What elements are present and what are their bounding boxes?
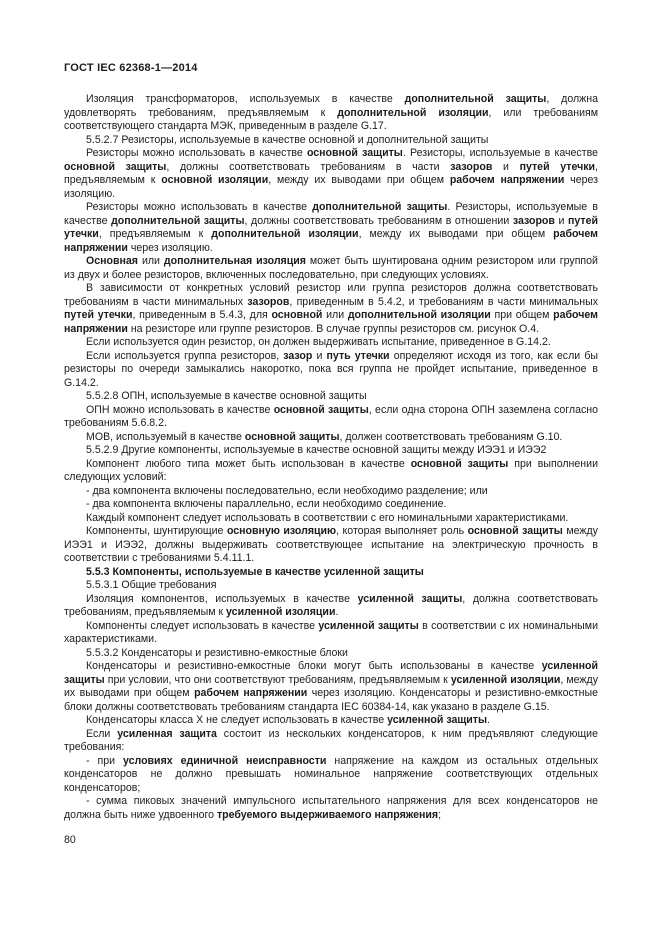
text-run: Если используется группа резисторов, <box>86 349 284 362</box>
paragraph <box>64 620 598 647</box>
bold-text-run: рабочем напряжении <box>64 309 598 335</box>
bold-text-run: дополнительной изоляции <box>347 309 491 321</box>
paragraph <box>64 525 598 566</box>
text-run: - два компонента включены последовательно, если необходимо разделение; или <box>86 484 488 497</box>
bold-text-run: дополнительной защиты <box>111 214 245 227</box>
bold-text-run: усиленной защиты <box>318 619 419 632</box>
text-run: Резисторы можно использовать в качестве <box>86 201 313 213</box>
text-run: и <box>492 160 520 173</box>
text-run: - при <box>86 754 123 767</box>
text-run: Каждый компонент следует использовать в соответствии с его номинальными характеристиками. <box>86 511 569 524</box>
text-run: , приведенным в 5.4.2, и требованиям в части минимальных <box>289 295 598 308</box>
paragraph <box>64 444 598 458</box>
text-run: Компоненты, шунтирующие <box>86 525 227 537</box>
paragraph <box>64 350 598 391</box>
text-run: на резисторе или группе резисторов. В случае группы резисторов см. рисунок О.4. <box>127 322 540 335</box>
bold-text-run: зазор <box>283 349 313 362</box>
paragraph <box>64 485 598 499</box>
paragraph <box>64 93 598 134</box>
bold-text-run: 5.5.3 Компоненты, используемые в качестве усиленной защиты <box>86 565 424 578</box>
text-run: и <box>554 214 568 227</box>
bold-text-run: Основная <box>86 255 138 267</box>
text-run: , должна соответствовать требованиям, предъявляемым к <box>64 592 599 618</box>
bold-text-run: путь утечки <box>326 349 390 362</box>
bold-text-run: основной защиты <box>467 525 563 537</box>
paragraph <box>64 201 598 255</box>
text-run: определяют исходя из того, как если бы резисторы по очереди замыкались накоротко, пока вся группа не пройдет испытание, приведенное в G.14.2. <box>64 349 598 389</box>
bold-text-run: дополнительной защиты <box>312 201 448 213</box>
text-run: , приведенным в 5.4.3, для <box>132 309 272 321</box>
text-run: . Резисторы, используемые в качестве <box>64 201 598 227</box>
text-run: через изоляцию. <box>64 174 599 200</box>
text-run: или <box>138 255 164 267</box>
text-run: ОПН можно использовать в качестве <box>86 403 274 416</box>
text-run: . <box>487 714 490 726</box>
bold-text-run: усиленной защиты <box>357 592 463 605</box>
bold-text-run: рабочем напряжении <box>64 228 598 254</box>
text-run: , должен соответствовать требованиям G.10. <box>339 430 563 443</box>
text-run: - два компонента включены параллельно, если необходимо соединение. <box>86 498 447 510</box>
text-run: 5.5.2.8 ОПН, используемые в качестве основной защиты <box>86 390 367 402</box>
text-run: через изоляцию. <box>127 241 213 254</box>
paragraph <box>64 728 598 755</box>
text-run: Если используется один резистор, он должен выдерживать испытание, приведенное в G.14.2. <box>86 336 551 348</box>
paragraph <box>64 431 598 445</box>
bold-text-run: требуемого выдерживаемого напряжения <box>216 808 439 821</box>
text-run: или <box>322 309 348 321</box>
text-run: , между их выводами при общем <box>64 673 598 699</box>
paragraph <box>64 255 598 282</box>
bold-text-run: дополнительной изоляции <box>211 228 359 240</box>
text-run: между ИЭЭ1 и ИЭЭ2, должны выдерживать соответствующее испытание на электрическую прочность в соответствии с требованиями 5.4.11.1. <box>64 525 598 564</box>
text-run: Компоненты следует использовать в качестве <box>86 619 319 632</box>
bold-text-run: основной защиты <box>244 430 340 443</box>
bold-text-run: рабочем напряжении <box>194 687 308 699</box>
text-run: Резисторы можно использовать в качестве <box>86 147 307 159</box>
text-run: , должна удовлетворять требованиям, предъявляемым к <box>64 93 598 119</box>
paragraph <box>64 512 598 526</box>
paragraph <box>64 404 598 431</box>
text-run: напряжение на каждом из остальных отдельных конденсаторов не должно превышать номинальное напряжение соответствующих отдельных конденсаторов; <box>64 754 599 794</box>
text-run: ; <box>438 808 442 821</box>
paragraph <box>64 282 598 336</box>
text-run: , между их выводами при общем <box>268 174 450 186</box>
bold-text-run: основной защиты <box>306 147 403 159</box>
text-run: , если одна сторона ОПН заземлена согласно требованиям 5.6.8.2. <box>64 403 599 429</box>
bold-text-run: рабочем напряжении <box>449 174 565 186</box>
paragraph <box>64 147 598 201</box>
text-run: . <box>335 606 339 618</box>
text-run: 5.5.3.1 Общие требования <box>86 579 217 591</box>
text-run: , должны соответствовать требованиям в части <box>166 160 451 173</box>
paragraph <box>64 593 598 620</box>
text-run: В зависимости от конкретных условий резистор или группа резисторов должна соответствовать требованиям в части минимальных <box>64 282 598 308</box>
text-run: Изоляция компонентов, используемых в качестве <box>86 592 358 605</box>
paragraph <box>64 647 598 661</box>
paragraph <box>64 134 598 148</box>
page-number: 80 <box>64 834 76 846</box>
bold-text-run: основной защиты <box>64 160 167 173</box>
bold-text-run: условиях единичной неисправности <box>122 754 327 767</box>
bold-text-run: усиленной изоляции <box>226 606 336 618</box>
text-run: МОВ, используемый в качестве <box>86 430 245 443</box>
text-run: , или требованиям соответствующего стандарта МЭК, приведенным в разделе G.17. <box>64 106 599 132</box>
text-run: , предъявляемым к <box>98 228 212 240</box>
text-run: при условии, что они соответствуют требованиям, предъявляемым к <box>104 673 451 686</box>
text-run: Компонент любого типа может быть использован в качестве <box>86 457 411 470</box>
bold-text-run: основной защиты <box>410 457 509 470</box>
text-run: , которая выполняет роль <box>336 525 468 537</box>
text-run: . Резисторы, используемые в качестве <box>402 147 598 159</box>
bold-text-run: путей утечки <box>64 309 133 321</box>
bold-text-run: усиленная защита <box>117 727 217 740</box>
text-run: состоит из нескольких конденсаторов, к ним предъявляют следующие требования: <box>64 727 598 753</box>
document-body <box>64 93 598 822</box>
paragraph <box>64 714 598 728</box>
bold-text-run: усиленной изоляции <box>450 673 561 686</box>
bold-text-run: дополнительной защиты <box>404 93 547 105</box>
paragraph <box>64 566 598 580</box>
text-run: при выполнении следующих условий: <box>64 457 598 483</box>
bold-text-run: дополнительной изоляции <box>337 106 489 119</box>
text-run: 5.5.3.2 Конденсаторы и резистивно-емкостные блоки <box>86 646 348 659</box>
paragraph <box>64 579 598 593</box>
text-run: Конденсаторы класса X не следует использовать в качестве <box>86 714 388 726</box>
text-run: - сумма пиковых значений импульсного испытательного напряжения для всех конденсаторов не должна быть ниже удвоенного <box>64 795 598 821</box>
bold-text-run: зазоров <box>512 214 555 227</box>
paragraph <box>64 390 598 404</box>
paragraph <box>64 795 598 822</box>
document-standard-number: ГОСТ IEC 62368-1—2014 <box>64 62 198 74</box>
bold-text-run: основной защиты <box>273 403 369 416</box>
bold-text-run: путей утечки <box>519 160 596 173</box>
text-run: Если <box>86 727 118 740</box>
text-run: 5.5.2.9 Другие компоненты, используемые в качестве основной защиты между ИЭЭ1 и ИЭЭ2 <box>86 444 547 456</box>
text-run: и <box>312 349 327 362</box>
text-run: , между их выводами при общем <box>358 228 554 240</box>
text-run: Изоляция трансформаторов, используемых в качестве <box>86 93 405 105</box>
text-run: может быть шунтирована одним резистором или группой из двух и более резисторов, включенных последовательно, при следующих условиях. <box>64 255 598 281</box>
paragraph <box>64 755 598 796</box>
bold-text-run: усиленной защиты <box>64 660 598 686</box>
text-run: Конденсаторы и резистивно-емкостные блоки могут быть использованы в качестве <box>86 660 542 672</box>
paragraph <box>64 660 598 714</box>
bold-text-run: основной изоляции <box>161 174 269 186</box>
text-run: 5.5.2.7 Резисторы, используемые в качестве основной и дополнительной защиты <box>86 133 489 146</box>
bold-text-run: усиленной защиты <box>387 714 488 726</box>
bold-text-run: зазоров <box>450 160 493 173</box>
text-run: через изоляцию. Конденсаторы и резистивно-емкостные блоки должны соответствовать требованиям стандарта IEC 60384-14, как указано в разделе G.15. <box>64 687 599 713</box>
text-run: в соответствии с их номинальными характеристиками. <box>64 619 598 645</box>
bold-text-run: дополнительная изоляция <box>163 255 306 267</box>
bold-text-run: основной <box>271 309 323 321</box>
paragraph <box>64 336 598 350</box>
paragraph <box>64 458 598 485</box>
bold-text-run: путей утечки <box>64 214 598 240</box>
text-run: , должны соответствовать требованиям в отношении <box>244 214 513 227</box>
paragraph <box>64 498 598 512</box>
text-run: , предъявляемым к <box>64 160 598 186</box>
bold-text-run: зазоров <box>247 295 290 308</box>
text-run: при общем <box>490 309 554 321</box>
bold-text-run: основную изоляцию <box>226 525 337 537</box>
